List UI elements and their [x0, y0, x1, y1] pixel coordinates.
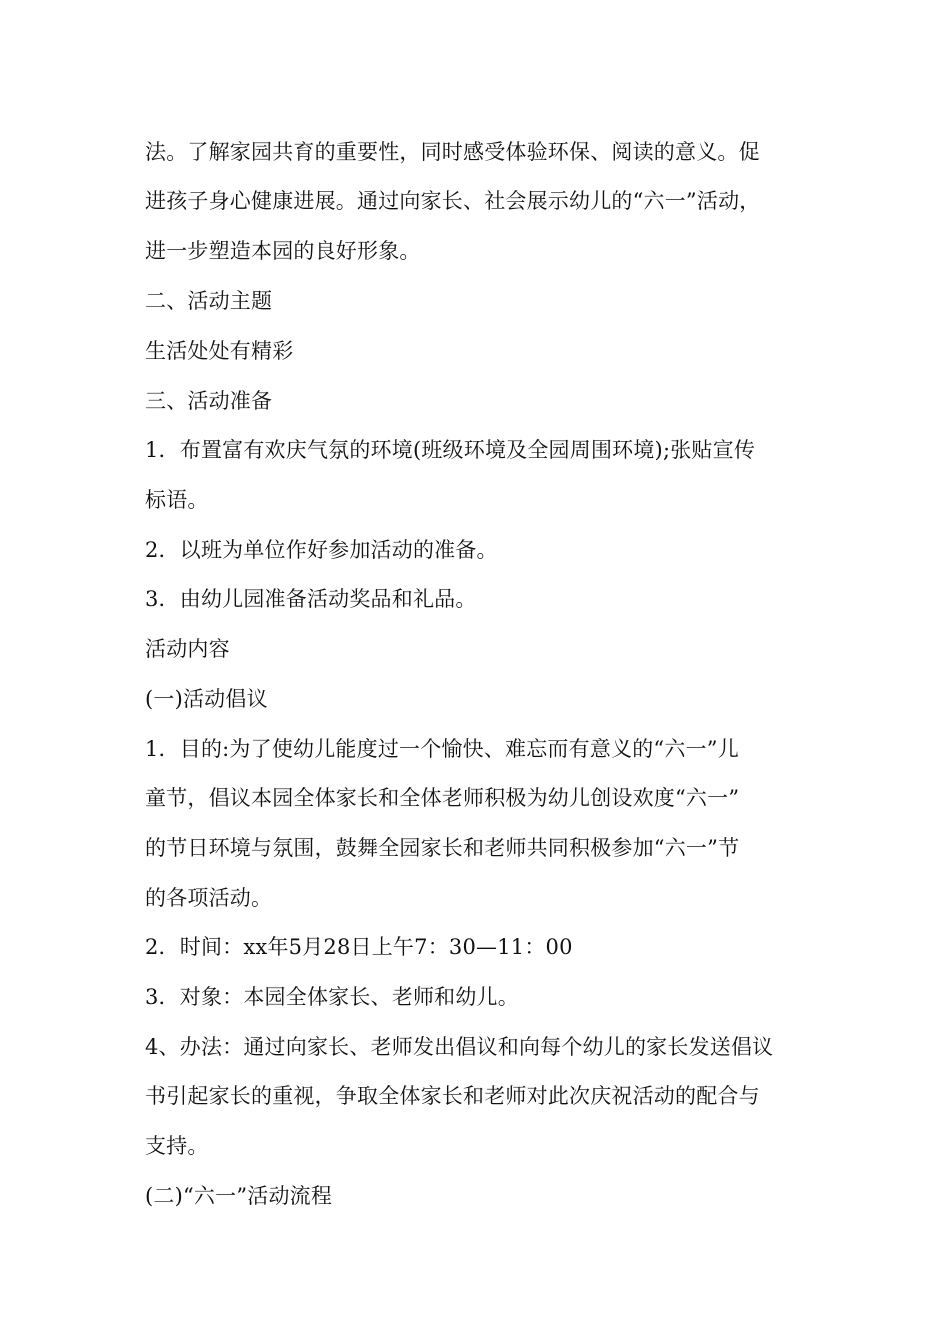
list-item: 2．时间：xx年5月28日上午7：30—11：00	[145, 935, 573, 959]
text-line: 进一步塑造本园的良好形象。	[145, 239, 421, 263]
text-line: 的各项活动。	[145, 886, 273, 910]
text-line: 的节日环境与氛围，鼓舞全园家长和老师共同积极参加“六一”节	[145, 836, 740, 860]
text-line: 进孩子身心健康进展。通过向家长、社会展示幼儿的“六一”活动，	[145, 189, 761, 213]
text-line: 法。了解家园共育的重要性，同时感受体验环保、阅读的意义。促	[145, 140, 760, 164]
list-item: 1．目的:为了使幼儿能度过一个愉快、难忘而有意义的“六一”儿	[145, 737, 739, 761]
list-item: 4、办法：通过向家长、老师发出倡议和向每个幼儿的家长发送倡议	[145, 1035, 774, 1059]
section-heading: 三、活动准备	[145, 389, 273, 413]
text-line: 标语。	[145, 488, 209, 512]
text-line: 支持。	[145, 1134, 209, 1158]
list-item: 1．布置富有欢庆气氛的环境(班级环境及全园周围环境);张贴宣传	[145, 438, 756, 462]
list-item: 3．对象：本园全体家长、老师和幼儿。	[145, 985, 519, 1009]
text-line: 童节，倡议本园全体家长和全体老师积极为幼儿创设欢度“六一”	[145, 786, 740, 810]
subsection-heading: (一)活动倡议	[145, 687, 268, 711]
text-line: 生活处处有精彩	[145, 339, 294, 363]
list-item: 3．由幼儿园准备活动奖品和礼品。	[145, 587, 477, 611]
subsection-heading: (二)“六一”活动流程	[145, 1184, 333, 1208]
section-heading: 二、活动主题	[145, 289, 273, 313]
list-item: 2．以班为单位作好参加活动的准备。	[145, 538, 498, 562]
section-heading: 活动内容	[145, 637, 230, 661]
text-line: 书引起家长的重视，争取全体家长和老师对此次庆祝活动的配合与	[145, 1084, 760, 1108]
